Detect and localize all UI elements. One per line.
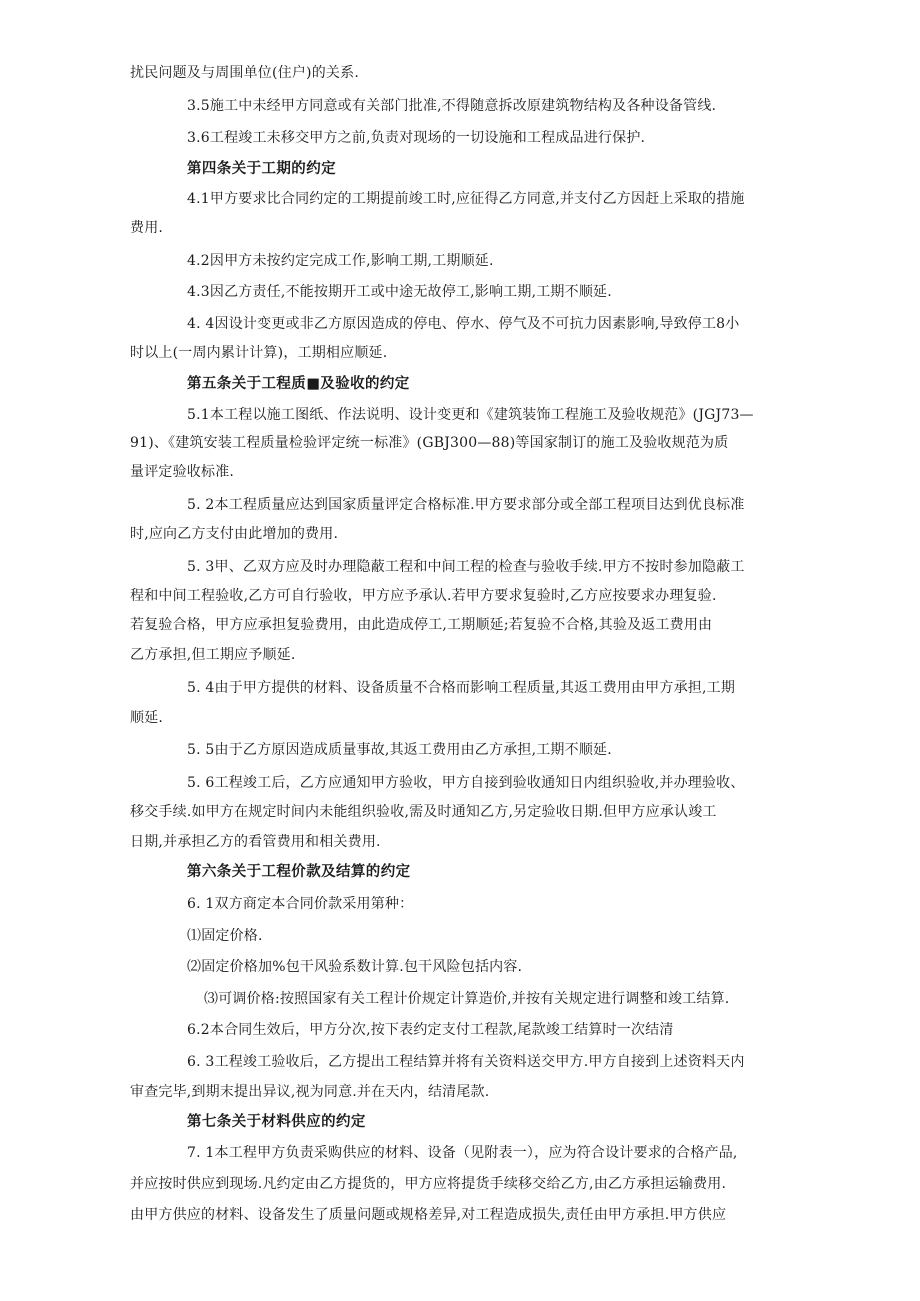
text-line: 5. 6工程竣工后，乙方应通知甲方验收，甲方自接到验收通知日内组织验收,并办理验收、	[187, 775, 745, 791]
text-line: 4.2因甲方未按约定完成工作,影响工期,工期顺延.	[187, 253, 494, 269]
text-line: 3.5施工中未经甲方同意或有关部门批准,不得随意拆改原建筑物结构及各种设备管线.	[187, 98, 717, 114]
text-line: 5. 3甲、乙双方应及时办理隐蔽工程和中间工程的检查与验收手续.甲方不按时参加隐蔽工	[187, 559, 745, 575]
text-line: 5.1本工程以施工图纸、作法说明、设计变更和《建筑装饰工程施工及验收规范》(JGJ73—	[187, 407, 754, 423]
text-line: 时以上(一周内累计计算)，工期相应顺延.	[130, 345, 388, 361]
text-line: 并应按时供应到现场.凡约定由乙方提货的，甲方应将提货手续移交给乙方,由乙方承担运输费用.	[130, 1176, 727, 1192]
text-line: 量评定验收标准.	[130, 464, 235, 480]
text-line: 由甲方供应的材料、设备发生了质量问题或规格差异,对工程造成损失,责任由甲方承担.甲方供应	[130, 1207, 727, 1223]
text-line: ⑴固定价格.	[187, 928, 263, 944]
text-line: 日期,并承担乙方的看管费用和相关费用.	[130, 834, 381, 850]
text-line: 若复验合格，甲方应承担复验费用，由此造成停工,工期顺延;若复验不合格,其验及返工费用由	[130, 617, 713, 633]
text-line: 6.2本合同生效后，甲方分次,按下表约定支付工程款,尾款竣工结算时一次结清	[187, 1022, 674, 1038]
text-line: 7. 1本工程甲方负责采购供应的材料、设备（见附表一），应为符合设计要求的合格产品,	[187, 1145, 738, 1161]
text-line: 5. 4由于甲方提供的材料、设备质量不合格而影响工程质量,其返工费用由甲方承担,工期	[187, 680, 736, 696]
text-line: 6. 1双方商定本合同价款采用第种：	[187, 896, 414, 912]
text-line: 6. 3工程竣工验收后，乙方提出工程结算并将有关资料送交甲方.甲方自接到上述资料天内	[187, 1054, 745, 1070]
text-line: 顺延.	[130, 710, 164, 726]
text-line: 4.3因乙方责任,不能按期开工或中途无故停工,影响工期,工期不顺延.	[187, 284, 612, 300]
text-line: 4. 4因设计变更或非乙方原因造成的停电、停水、停气及不可抗力因素影响,导致停工8小	[187, 316, 740, 332]
text-line: 移交手续.如甲方在规定时间内未能组织验收,需及时通知乙方,另定验收日期.但甲方应承认竣工	[130, 804, 717, 820]
section-heading: 第四条关于工期的约定	[187, 161, 336, 177]
text-line: 程和中间工程验收,乙方可自行验收，甲方应予承认.若甲方要求复验时,乙方应按要求办理复验.	[130, 588, 717, 604]
text-line: 3.6工程竣工未移交甲方之前,负责对现场的一切设施和工程成品进行保护.	[187, 130, 646, 146]
text-line: 费用.	[130, 220, 164, 236]
section-heading: 第七条关于材料供应的约定	[187, 1114, 366, 1130]
section-heading: 第五条关于工程质■及验收的约定	[187, 376, 410, 392]
text-line: ⑵固定价格加%包干风验系数计算.包干风险包括内容.	[187, 959, 523, 975]
text-line: 审查完毕,到期末提出异议,视为同意.并在天内，结清尾款.	[130, 1084, 490, 1100]
text-line: 时,应向乙方支付由此增加的费用.	[130, 526, 339, 542]
text-line: 91)、《建筑安装工程质量检验评定统一标准》(GBJ300—88)等国家制订的施工及验收规范为质	[130, 435, 729, 451]
section-heading: 第六条关于工程价款及结算的约定	[187, 864, 411, 880]
text-line: ⑶可调价格:按照国家有关工程计价规定计算造价,并按有关规定进行调整和竣工结算.	[204, 991, 730, 1007]
text-line: 4.1甲方要求比合同约定的工期提前竣工时,应征得乙方同意,并支付乙方因赶上采取的措施	[187, 191, 745, 207]
text-line: 5. 5由于乙方原因造成质量事故,其返工费用由乙方承担,工期不顺延.	[187, 742, 612, 758]
text-line: 5. 2本工程质量应达到国家质量评定合格标准.甲方要求部分或全部工程项目达到优良标准	[187, 497, 745, 513]
text-line: 乙方承担,但工期应予顺延.	[130, 647, 296, 663]
text-line: 扰民问题及与周围单位(住户)的关系.	[130, 65, 359, 81]
